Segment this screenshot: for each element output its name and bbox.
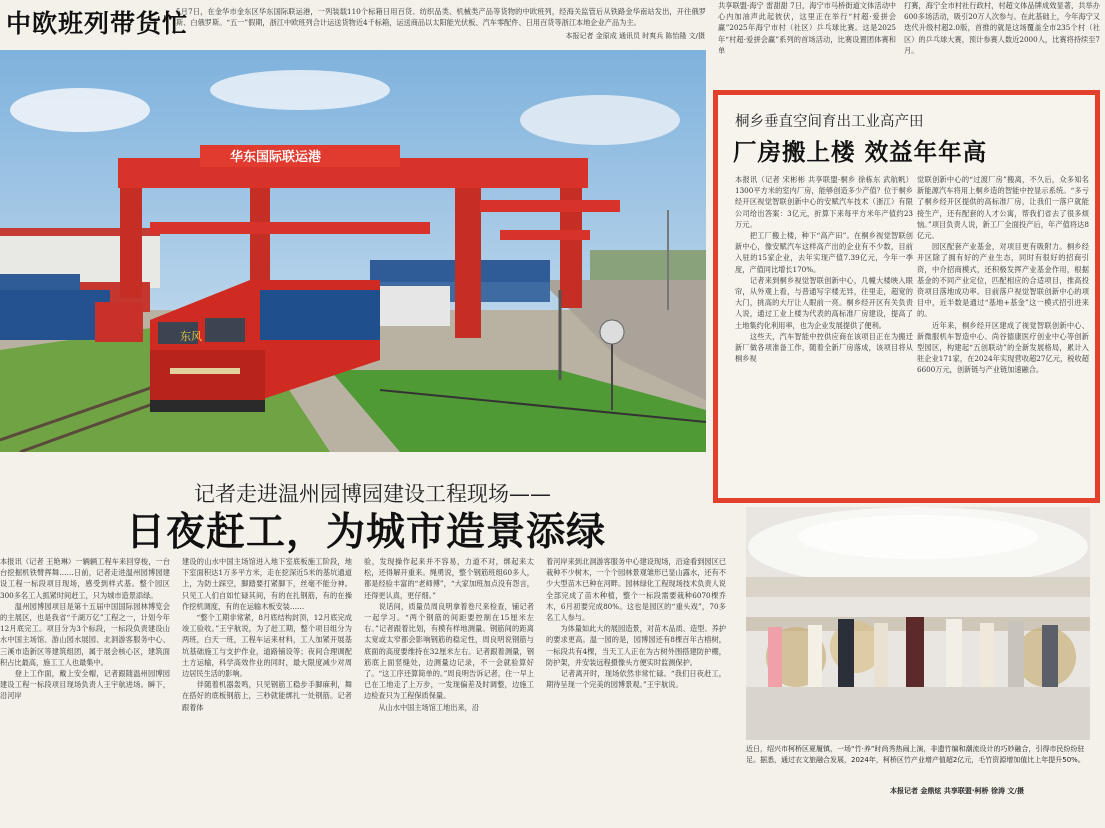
highlight-column-2: 觉联创新中心的“过渡厂房”搬离，不久后，众多知名新能源汽车将用上桐乡造的智能中控显示系统。“多亏了桐乡经开区提供的高标准厂房，让我们一落户就能接生产，还有配套的人才公寓，帮我们省去了很多烦恼。”项目负责人说，新工厂全面投产后，年产值将达8亿元。 园区配套产业基金，对项目更有吸附力。桐乡经开区除了拥有好的产业生态，同时有很好的招商引资，中介招商模式，还积极发挥产业基金作用，根据基金的不同产业定位，匹配相应的合适项目，推高投资项目落地成功率。目前落户视觉智联创新中心的项目中，近半数是通过“基地+基金”这一模式招引进来的。 近年来，桐乡经开区建成了视觉智联创新中心、新微服机车智造中心、尚谷德康医疗创业中心等创新型园区，构建起“五创联动”的全新发展格局，累计入驻企业171家，在2024年实现营收超27亿元，税收超6600万元，创新链与产业链加速融合。 [917, 175, 1089, 375]
photo-caption: 近日，绍兴市柯桥区夏履镇，一场“竹·养”时尚秀热闹上演，非遗竹编和潮流设计的巧妙融合，引得市民纷纷驻足。据悉，通过衣文旅融合发展，2024年，柯桥区竹产业增产值超2亿元，毛竹资源增加值比上年提升50%。 [746, 745, 1085, 764]
top-byline: 本报记者 金原成 通讯员 时爽兵 陈怡隆 文/摄 [565, 32, 705, 40]
bottom-column-4: 着河岸来到北洞游客服务中心建设现场，沿途看到园区已栽种不少树木，一个个园林景观雏形已显山露水，还有不少大型苗木已种在河畔。园林绿化工程现场技术负责人说全部完成了苗木种植，整个一标段需要栽种6070棵乔木，6月初要完成80%。这也是园区的“重头戏”，70多名工人参与。 为体量如此大的展园造景，对苗木品质、造型、养护的要求更高。温一园的是，园博园还有8棵百年古榕树，一标段共有4棵，当天工人正在为古树外围搭建防护棚，防护架，并安装远程摄像头方便实时监测保护。 记者离开时，现场依然非常忙碌。“我们日夜赶工，期待呈现一个完美的园博景观。”王宇航说。 [546, 557, 726, 690]
locomotive-mark: 东风 [180, 330, 202, 343]
bottom-column-3: 验，发现操作起来并不容易，力道不对，绑起来太松，还得解开重来。绳勇说，整个钢筋班组60多人，都是经验丰富的“老师傅”，“大家加班加点没有怨言，还得更认真，更仔细。” 说话间，质量员周良明拿着卷尺来检查，铺记者一起学习。“两个钢筋的间距要控制在15厘米左右。”记者跟着比划，有模有样地测量。钢筋间的距离太宽或太窄都会影响钢筋的稳定性，周良明说钢筋与底面的高度要维持在32厘米左右。记者跟着测量，钢筋底上面竖缝处，边测量边记录，不一会就验算好了。“这工序还算简单的。”周良明告诉记者，住一早上已在工地走了上万步，一发现偏差及时调整，边施工边检查只为工程保质保量。 从山水中国主场馆工地出来，沿 [364, 557, 534, 712]
bottom-column-1: 本报讯（记者 王艳琳）一辆辆工程车来回穿梭，一台台挖掘机铁臂挥舞……日前，记者走进温州园博园建设工程一标段项目现场，感受到样式基。整个园区300多名工人抓紧时间赶工，只为城市造景添绿。 温州园博园项目是第十五届中国国际园林博览会的主展区，也是我省“千湖万亿”工程之一，计划今年12月底完工。项目分为3个标段，一标段负责建设山水中国主场馆、游山园水展园、北洞游客服务中心、三溪市造新区等建筑组团，属于展会核心区，建筑面积占比最高，施工工人也最集中。 登上工作面，戴上安全帽，记者跟随温州园博园建设工程一标段项目现场负责人王宇航进场。瞬下，沿河岸 [0, 557, 170, 701]
freight-yard-photo [0, 50, 706, 452]
photo-byline: 本报记者 金鼎炫 共享联盟·柯桥 徐涛 文/摄 [890, 787, 1024, 795]
runway-models [768, 617, 1058, 687]
highlight-kicker: 桐乡垂直空间育出工业高产田 [735, 114, 924, 130]
mid-kicker: 记者走进温州园博园建设工程现场—— [194, 482, 551, 506]
fashion-show-photo [746, 507, 1090, 740]
top-summary: 5月7日，在金华市金东区华东国际联运港，一列装载110个标箱日用百货、纺织品类、机械类产品等货物的中欧班列，经海关监管后从铁路金华南站发出，开往俄罗斯、白俄罗斯。“五一”假期，浙江中欧班列合计运送货物近4千标箱，运送商品以太阳能光伏板、汽车零配件、日用百货等浙江本地企业产品为主。 [176, 7, 706, 28]
fashion-show-illustration [746, 507, 1090, 740]
mid-title: 日夜赶工，为城市造景添绿 [126, 510, 607, 555]
highlight-title: 厂房搬上楼 效益年年高 [733, 138, 988, 166]
freight-yard-illustration [0, 50, 706, 452]
right-top-column-2: 打赛，海宁全市村社行政村，村超文体品牌成效显著，共举办600多场活动，吸引20万人次参与。在此基础上，今年海宁又迭代升级村超2.0版，首推的就是这场覆盖全市235个村（社区）的乒乓球大赛，预计参赛人数近2000人，比赛将持续至7月。 [904, 1, 1100, 55]
highlight-column-1: 本报讯（记者 宋彬彬 共享联盟·桐乡 徐栋东 武航帆）1300平方米的室内厂房，能够创造多少产值？位于桐乡经开区视觉智联创新中心的安赋汽车技术（浙江）有限公司给出答案：3亿元，折算下来每平方米年产值约23万元。 把工厂搬上楼，种下“高产田”。在桐乡视觉智联创新中心，像安赋汽车这样高产出的企业有不少数，目前入驻的15家企业，去年实现产值7.39亿元，今年一季度，产值同比增长170%。 记者来到桐乡视觉智联创新中心，几幢大楼映入眼帘，从外观上看，与普通写字楼无异，往里走，超宽的大门，挑高的大厅让人眼前一亮。桐乡经开区有关负责人说，通过工业上楼为代表的高标准厂房建设，提高了土地集约化利用率，也为企业发展提供了便利。 这些天，汽车智能中控供应商在该项目正在为搬迁新厂做各项准备工作，随着全新厂房落成，该项目将从桐乡视 [735, 175, 913, 364]
crane-sign: 华东国际联运港 [230, 150, 322, 165]
top-headline: 中欧班列带货忙 [6, 9, 189, 38]
bottom-column-2: 建设的山水中国主场馆进入地下室底板施工阶段，地下室面积达1万多平方米，走在挖深近5米的基坑通道上，为防土踩空，脚踏要打紧脚下，丝毫不能分神。只见工人们自如忙碌其间，有的在扎钢筋，有的在操作挖机调度，有的在运输木板安装…… “整个工期非常紧，8月底结构封顶，12月底完成竣工验收。”王宇航说，为了赶工期，整个项目组分为两班，白天一班，工程车运来材料，工人加紧开展基坑基础施工与支护作业，道路铺设等；夜间合理调配土方运输，科学高效作业的同时，最大限度减少对周边居民生活的影响。 伴随着机器轰鸣，只见钢筋工稳步手脚麻利，舞在搭好的底板钢筋上，三秒就能绑扎一处钢筋。记者跟着体 [182, 557, 352, 712]
right-top-column-1: 共享联盟·海宁 雷甜甜 7日，海宁市马桥街道文体活动中心内加油声此起彼伏，这里正在举行“村超·爱拼会赢”2025年海宁市村（社区）乒乓球比赛。这是2025年“村超·爱拼会赢”系列的首场活动，比赛设置团体赛和单 [718, 1, 896, 55]
